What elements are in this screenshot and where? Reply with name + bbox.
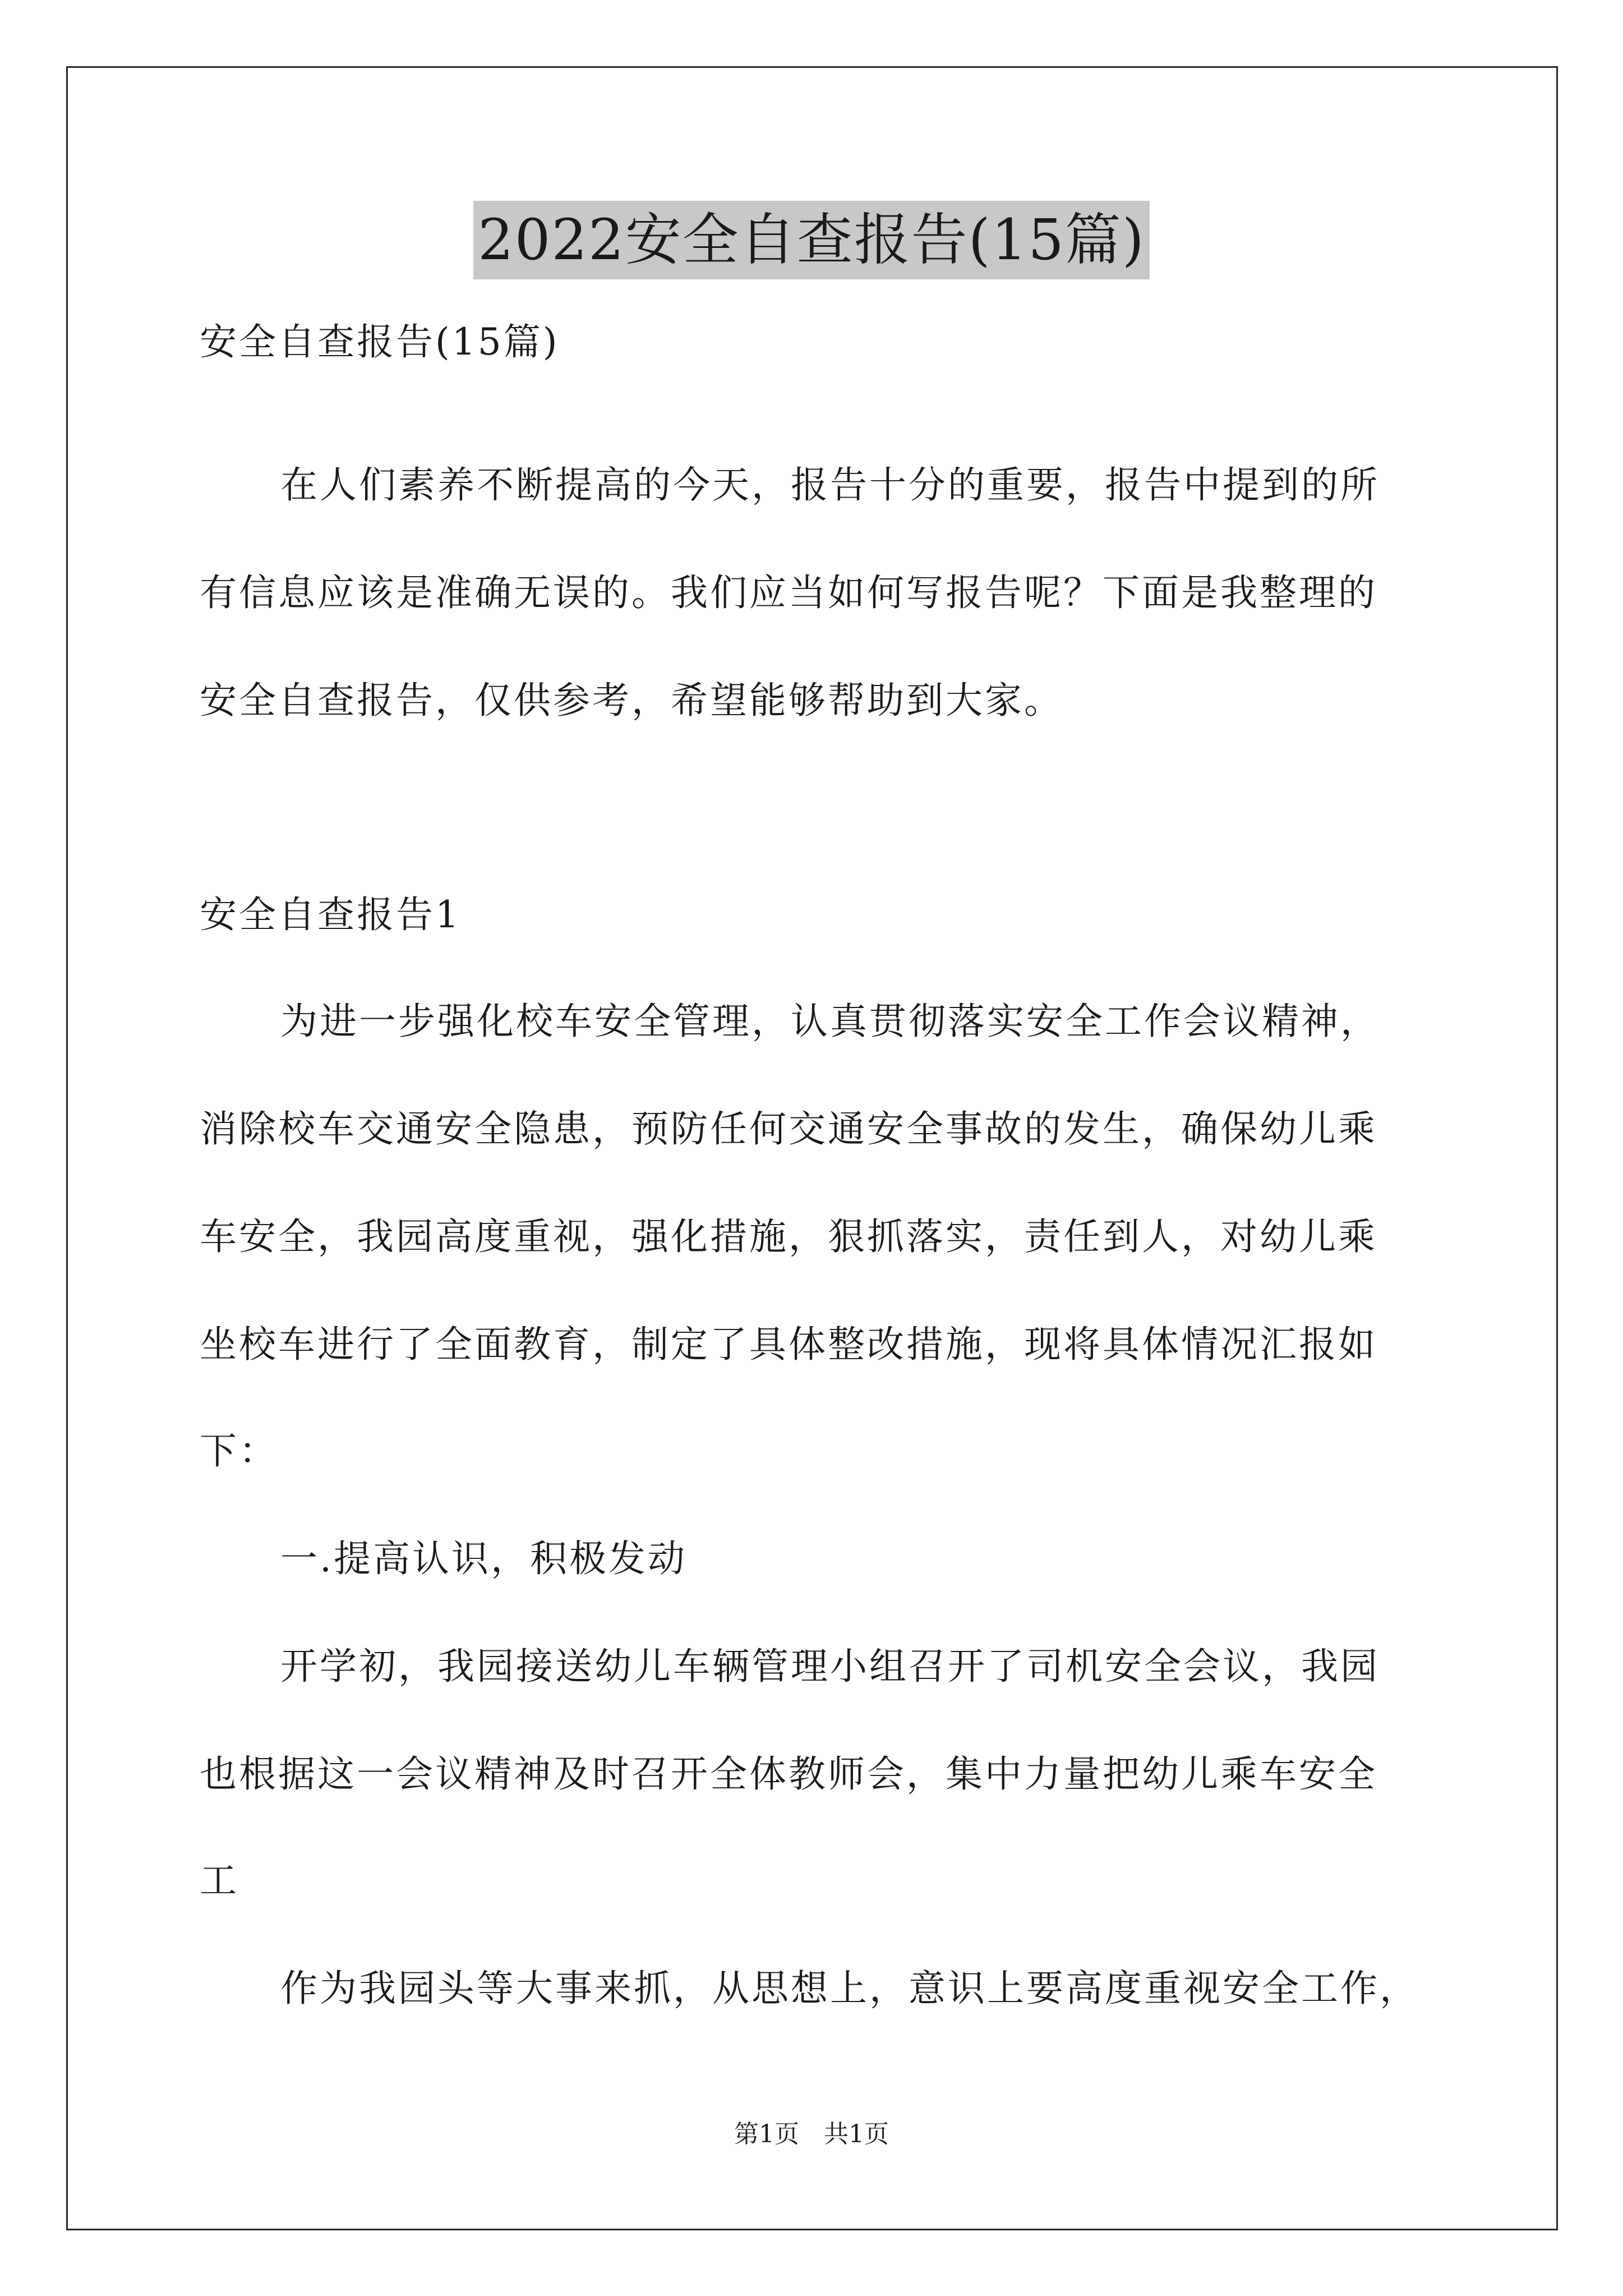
document-title: 2022安全自查报告(15篇) — [473, 201, 1150, 279]
paragraph-line: 作为我园头等大事来抓，从思想上，意识上要高度重视安全工作， — [280, 1967, 1419, 2010]
paragraph-line: 工 — [200, 1859, 239, 1902]
subsection-heading: 一.提高认识，积极发动 — [280, 1537, 687, 1580]
subtitle: 安全自查报告(15篇) — [200, 320, 560, 364]
paragraph-line: 为进一步强化校车安全管理，认真贯彻落实安全工作会议精神， — [280, 1000, 1380, 1043]
paragraph-line: 消除校车交通安全隐患，预防任何交通安全事故的发生，确保幼儿乘 — [200, 1107, 1377, 1151]
section-heading: 安全自查报告1 — [200, 893, 461, 936]
page-footer: 第1页 共1页 — [734, 2120, 889, 2148]
paragraph-line: 下： — [200, 1429, 278, 1473]
paragraph-line: 有信息应该是准确无误的。我们应当如何写报告呢？下面是我整理的 — [200, 571, 1377, 614]
paragraph-line: 也根据这一会议精神及时召开全体教师会，集中力量把幼儿乘车安全 — [200, 1752, 1377, 1796]
paragraph-line: 车安全，我园高度重视，强化措施，狠抓落实，责任到人，对幼儿乘 — [200, 1215, 1377, 1258]
title-container — [0, 201, 1623, 279]
paragraph-line: 安全自查报告，仅供参考，希望能够帮助到大家。 — [200, 679, 1063, 722]
paragraph-line: 开学初，我园接送幼儿车辆管理小组召开了司机安全会议，我园 — [280, 1645, 1380, 1688]
paragraph-line: 在人们素养不断提高的今天，报告十分的重要，报告中提到的所 — [280, 463, 1380, 507]
paragraph-line: 坐校车进行了全面教育，制定了具体整改措施，现将具体情况汇报如 — [200, 1323, 1377, 1366]
